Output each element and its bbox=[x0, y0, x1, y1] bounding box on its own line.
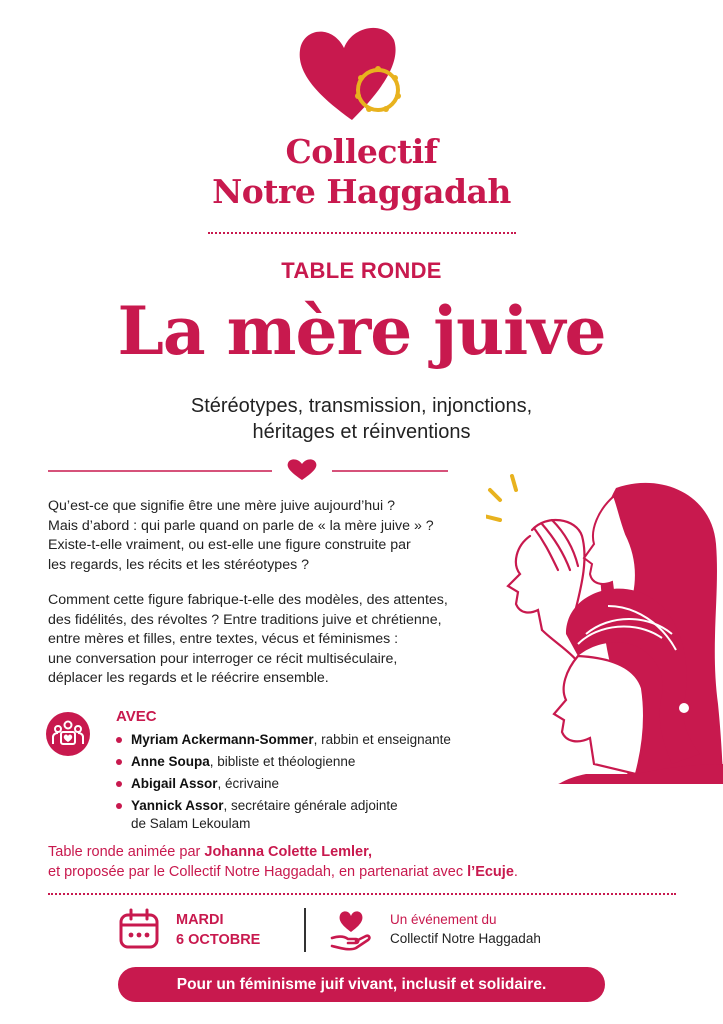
intro-p2-line: Comment cette figure fabrique-t-elle des modèles, des attentes, bbox=[48, 592, 448, 608]
speaker-role: , rabbin et enseignante bbox=[313, 732, 451, 747]
organization-name-line2: Notre Haggadah bbox=[212, 172, 511, 211]
event-date-value: 6 OCTOBRE bbox=[176, 932, 261, 948]
host-name: Johanna Colette Lemler, bbox=[204, 844, 372, 860]
heart-divider-icon bbox=[48, 458, 448, 482]
list-item bbox=[116, 731, 496, 749]
group-heart-icon bbox=[46, 712, 90, 756]
speaker-name: Yannick Assor bbox=[131, 798, 224, 813]
speaker-role: , bibliste et théologienne bbox=[209, 754, 356, 769]
list-item bbox=[116, 775, 496, 793]
heart-hand-icon bbox=[328, 906, 374, 952]
bullet-icon bbox=[116, 803, 122, 809]
organizer-info bbox=[390, 910, 541, 948]
host-line1 bbox=[48, 842, 688, 862]
vertical-divider bbox=[304, 908, 306, 952]
list-item bbox=[116, 797, 496, 833]
host-line2 bbox=[48, 862, 688, 882]
speaker-role-continued: de Salam Lekoulam bbox=[131, 816, 251, 831]
bullet-icon bbox=[116, 759, 122, 765]
speaker-name: Abigail Assor bbox=[131, 776, 218, 791]
speakers-list bbox=[116, 731, 496, 837]
intro-p2-line: des fidélités, des révoltes ? Entre traditions juive et chrétienne, bbox=[48, 611, 442, 628]
dotted-separator-bottom bbox=[48, 893, 676, 895]
organizer-line2: Collectif Notre Haggadah bbox=[390, 931, 541, 946]
organizer-line1: Un événement du bbox=[390, 912, 497, 927]
event-date bbox=[176, 910, 260, 950]
speaker-name: Anne Soupa bbox=[131, 754, 210, 769]
women-profiles-illustration bbox=[486, 474, 723, 784]
host-line2-suffix: . bbox=[513, 864, 518, 880]
partner-name: l’Ecuje bbox=[467, 864, 514, 880]
slogan-banner: Pour un féminisme juif vivant, inclusif et solidaire. bbox=[118, 967, 605, 1002]
event-kicker: TABLE RONDE bbox=[281, 258, 442, 283]
intro-p1-line: Qu’est-ce que signifie être une mère juive aujourd’hui ? bbox=[48, 498, 396, 514]
speaker-name: Myriam Ackermann-Sommer bbox=[131, 732, 314, 747]
calendar-icon bbox=[118, 908, 160, 950]
speaker-role: , secrétaire générale adjointe bbox=[223, 798, 398, 813]
speaker-role: , écrivaine bbox=[217, 776, 280, 791]
organization-name bbox=[0, 132, 723, 212]
intro-p2-line: déplacer les regards et le réécrire ensemble. bbox=[48, 670, 329, 687]
event-day: MARDI bbox=[176, 912, 224, 928]
bullet-icon bbox=[116, 781, 122, 787]
dotted-separator-top bbox=[208, 232, 516, 234]
intro-p2-line: une conversation pour interroger ce récit multiséculaire, bbox=[48, 650, 398, 667]
intro-paragraph-2 bbox=[48, 591, 488, 689]
event-subtitle bbox=[0, 393, 723, 445]
intro-p1-line: Existe-t-elle vraiment, ou est-elle une figure construite par bbox=[48, 537, 411, 554]
event-subtitle-line2: héritages et réinventions bbox=[252, 421, 471, 443]
host-line2-prefix: et proposée par le Collectif Notre Haggadah, en partenariat avec bbox=[48, 864, 468, 880]
intro-paragraph-1 bbox=[48, 497, 488, 575]
heart-tambourine-logo-icon bbox=[0, 12, 723, 122]
speakers-label: AVEC bbox=[116, 708, 157, 725]
host-prefix: Table ronde animée par bbox=[48, 844, 205, 860]
organization-name-line1: Collectif bbox=[285, 132, 438, 171]
bullet-icon bbox=[116, 737, 122, 743]
intro-p1-line: les regards, les récits et les stéréotypes ? bbox=[48, 556, 310, 573]
intro-p2-line: entre mères et filles, entre textes, vécus et féminismes : bbox=[48, 631, 399, 648]
intro-p1-line: Mais d’abord : qui parle quand on parle de « la mère juive » ? bbox=[48, 517, 434, 534]
list-item bbox=[116, 753, 496, 771]
event-title: La mère juive bbox=[117, 292, 606, 370]
host-credits bbox=[48, 842, 688, 882]
event-subtitle-line1: Stéréotypes, transmission, injonctions, bbox=[190, 395, 533, 417]
